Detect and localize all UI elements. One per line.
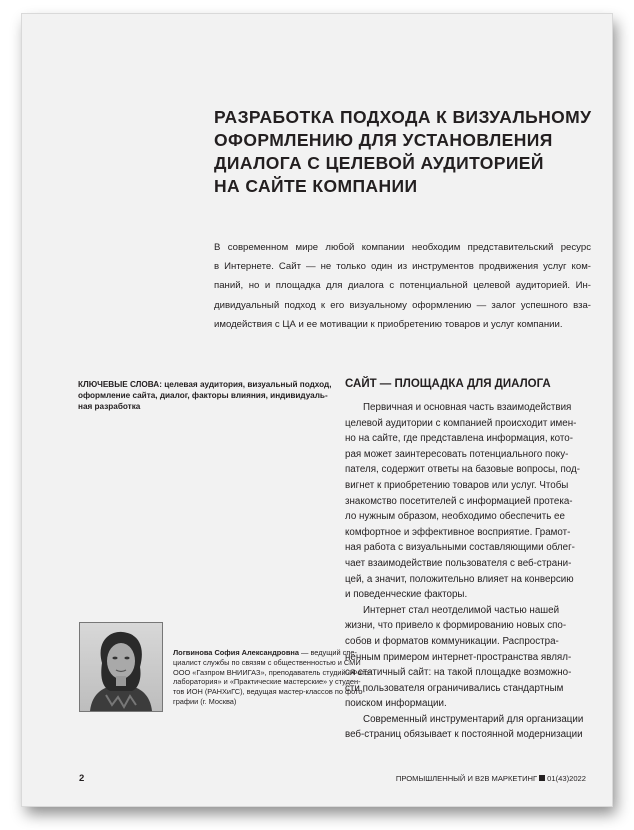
body-line: комфортное и эффективное восприятие. Грамот- — [345, 526, 571, 538]
article-title — [214, 106, 594, 198]
body-line: пателя, содержит ответы на базовые вопросы, под- — [345, 464, 580, 476]
section-heading: САЙТ — ПЛОЩАДКА ДЛЯ ДИАЛОГА — [345, 378, 551, 390]
bio-line: тов ИОН (РАНХиГС), ведущая мастер-классов по фото- — [173, 687, 365, 697]
title-line: ДИАЛОГА С ЦЕЛЕВОЙ АУДИТОРИЕЙ — [214, 153, 544, 173]
body-line: Первичная и основная часть взаимодействия — [363, 402, 572, 413]
keywords-line: оформление сайта, диалог, факторы влияния, индивидуаль- — [78, 390, 328, 400]
body-line: ненным примером интернет-пространства являл- — [345, 651, 572, 663]
bio-line: графии (г. Москва) — [173, 696, 237, 706]
body-line: Интернет стал неотделимой частью нашей — [363, 604, 560, 616]
author-photo — [79, 622, 163, 712]
author-name: Логвинова София Александровна — [173, 648, 299, 657]
journal-page — [22, 14, 612, 806]
lead-line: паний, но и площадка для диалога с потенциальной целевой аудиторией. Ин- — [214, 280, 591, 292]
body-line: Современный инструментарий для организации — [363, 713, 584, 725]
body-line: вигнет к приобретению товаров или услуг. Чтобы — [345, 479, 569, 491]
title-line: РАЗРАБОТКА ПОДХОДА К ВИЗУАЛЬНОМУ — [214, 107, 592, 127]
author-bio — [173, 648, 372, 707]
bio-line: лаборатория» и «Практические мастерские» у студен- — [173, 677, 361, 687]
body-line: ло нужным образом, необходимо обеспечить ее — [345, 511, 565, 523]
title-line: ОФОРМЛЕНИЮ ДЛЯ УСТАНОВЛЕНИЯ — [214, 130, 553, 150]
body-line: ная работа с визуальными составляющими облег- — [345, 542, 575, 554]
journal-name: ПРОМЫШЛЕННЫЙ И B2B МАРКЕТИНГ — [395, 774, 538, 783]
body-line: жизни, что привело к формированию новых спо- — [345, 620, 567, 632]
bio-line: Логвинова София Александровна — ведущий спе- — [173, 648, 357, 657]
bio-line: циалист службы по связям с общественностью и СМИ — [173, 657, 361, 667]
body-line: рая может заинтересовать потенциального поку- — [345, 448, 569, 460]
body-line: и поведенческие факторы. — [345, 589, 468, 601]
body-line: ся статичный сайт: на такой площадке возможно- — [345, 667, 572, 679]
issue-number: 01(43)2022 — [547, 774, 586, 783]
lead-line: дивидуальный подход к его визуальному оформлению — залог успешного вза- — [214, 299, 591, 311]
keywords-line: ная разработка — [78, 401, 141, 411]
body-text — [345, 400, 588, 743]
title-line: НА САЙТЕ КОМПАНИИ — [214, 176, 418, 196]
journal-footer — [396, 774, 586, 783]
body-line: чает взаимодействие пользователя с веб-страни- — [345, 557, 572, 569]
page-number: 2 — [79, 773, 85, 784]
lead-line: В современном мире любой компании необходим представительский ресурс — [214, 242, 591, 253]
body-line: веб-страниц обязывает к постоянной модернизации — [345, 729, 583, 741]
lead-line: имодействия с ЦА и ее мотивации к приобретению товаров и услуг компании. — [214, 318, 563, 330]
body-line: собов и форматов коммуникации. Распростра- — [345, 635, 559, 647]
square-separator-icon — [539, 775, 545, 781]
lead-paragraph — [214, 238, 591, 334]
body-line: поиском информации. — [345, 698, 447, 710]
body-line: но на сайте, где представлена информация, кото- — [345, 433, 573, 445]
lead-line: в Интернете. Сайт — не только один из инструментов продвижения услуг ком- — [214, 261, 591, 273]
body-line: сти пользователя ограничивались стандартным — [345, 682, 564, 694]
body-line: знакомство посетителей с информацией протека- — [345, 495, 573, 507]
keywords-block — [78, 380, 332, 412]
keywords-line: КЛЮЧЕВЫЕ СЛОВА: целевая аудитория, визуальный подход, — [78, 380, 332, 389]
bio-line: ООО «Газпром ВНИИГАЗ», преподаватель студий «Фото- — [173, 667, 372, 677]
body-line: целевой аудитории с компанией происходит имен- — [345, 417, 577, 429]
body-line: цей, а значит, положительно влияет на конверсию — [345, 573, 574, 585]
